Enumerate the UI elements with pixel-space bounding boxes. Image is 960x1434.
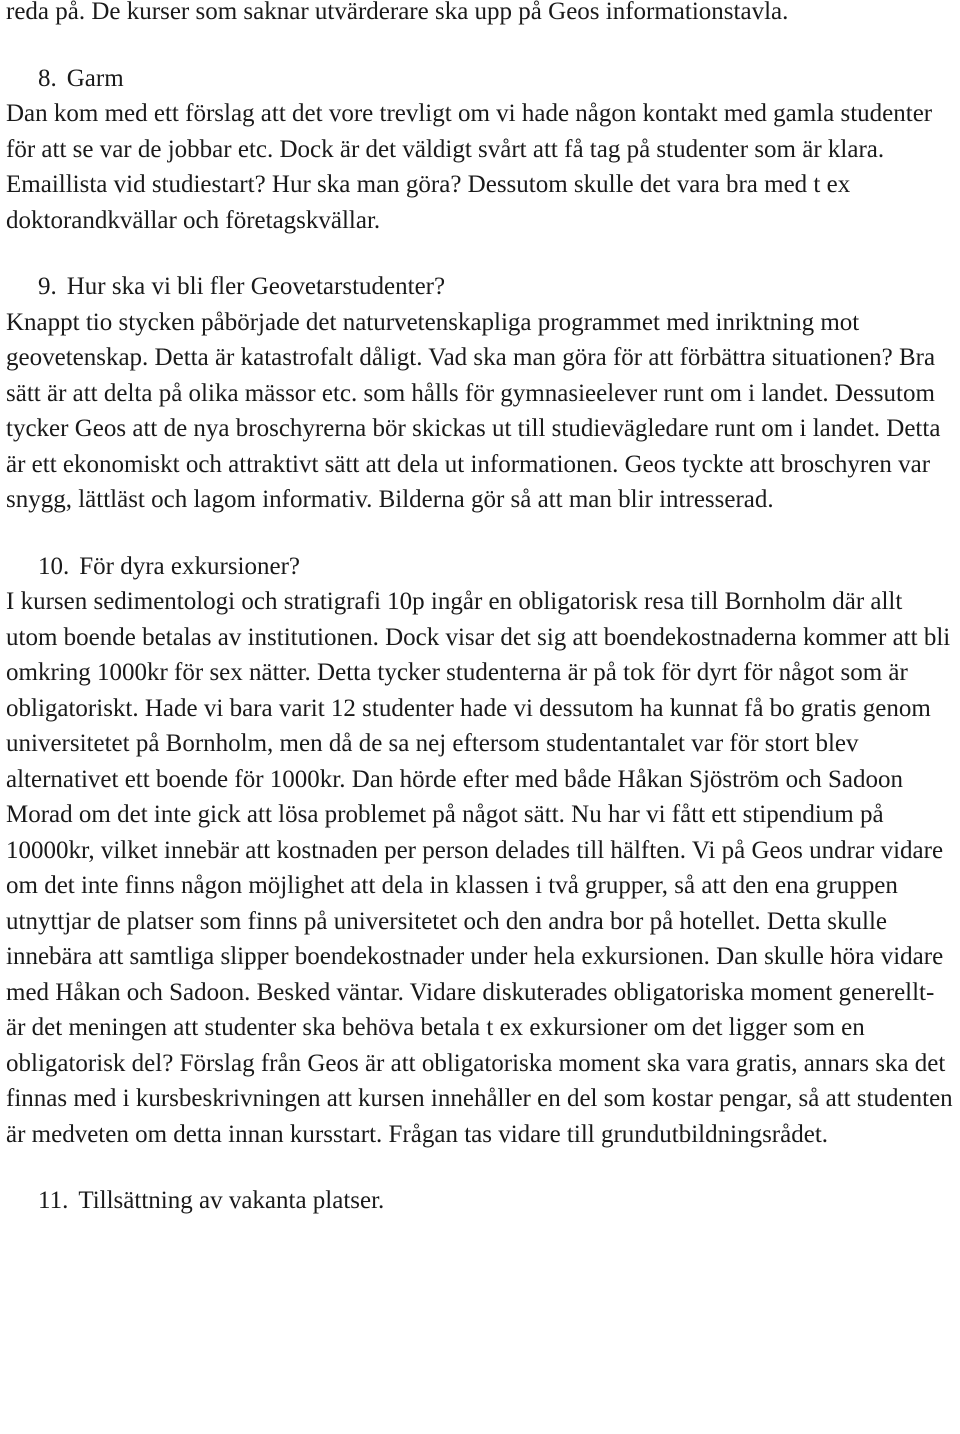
- section-number: 11.: [38, 1187, 69, 1214]
- section-heading-10: [6, 549, 956, 585]
- section-heading-9: [6, 269, 956, 305]
- document-page: [6, 0, 956, 1219]
- section-title: Garm: [66, 64, 124, 92]
- section-heading-8: [6, 61, 956, 97]
- section-number: 9.: [38, 273, 57, 300]
- section-number: 10.: [38, 552, 70, 580]
- spacer: [6, 30, 956, 61]
- section-heading-11: [6, 1183, 956, 1219]
- section-title: Tillsättning av vakanta platser.: [78, 1187, 385, 1214]
- spacer: [6, 238, 956, 269]
- intro-paragraph: reda på. De kurser som saknar utvärderare ska upp på Geos informationstavla.: [6, 0, 789, 25]
- spacer: [6, 1152, 956, 1183]
- section-title: För dyra exkursioner?: [79, 552, 301, 580]
- section-number: 8.: [38, 64, 57, 92]
- section-title: Hur ska vi bli fler Geovetarstudenter?: [66, 273, 446, 300]
- spacer: [6, 518, 956, 549]
- section-body-9: Knappt tio stycken påbörjade det naturvetenskapliga programmet med inriktning mot geovetenskap. Detta är katastrofalt dåligt. Vad ska man göra för att förbättra situationen? Bra sätt är att delta på olika mässor etc. som hålls för gymnasieelever runt om i landet. Dessutom tycker Geos att de nya broschyrerna bör skickas ut till studievägledare runt om i landet. Detta är ett ekonomiskt och attraktivt sätt att dela ut informationen. Geos tyckte att broschyren var snygg, lättläst och lagom informativ. Bilderna gör så att man blir intresserad.: [6, 308, 941, 513]
- section-body-8: Dan kom med ett förslag att det vore trevligt om vi hade någon kontakt med gamla studenter för att se var de jobbar etc. Dock är det väldigt svårt att få tag på studenter som är klara. Emaillista vid studiestart? Hur ska man göra? Dessutom skulle det vara bra med t ex doktorandkvällar och företagskvällar.: [6, 100, 933, 234]
- section-body-10: I kursen sedimentologi och stratigrafi 10p ingår en obligatorisk resa till Bornholm där allt utom boende betalas av institutionen. Dock visar det sig att boendekostnaderna kommer att bli omkring 1000kr för sex nätter. Detta tycker studenterna är på tok för dyrt för något som är obligatoriskt. Hade vi bara varit 12 studenter hade vi dessutom ha kunnat få bo gratis genom universitetet på Bornholm, men då de sa nej eftersom studentantalet var för stort blev alternativet ett boende för 1000kr. Dan hörde efter med både Håkan Sjöström och Sadoon Morad om det inte gick att lösa problemet på något sätt. Nu har vi fått ett stipendium på 10000kr, vilket innebär att kostnaden per person delades till hälften. Vi på Geos undrar vidare om det inte finns någon möjlighet att dela in klassen i två grupper, så att den ena gruppen utnyttjar de platser som finns på universitetet och den andra bor på hotellet. Detta skulle innebära att samtliga slipper boendekostnader under hela exkursionen. Dan skulle höra vidare med Håkan och Sadoon. Besked väntar. Vidare diskuterades obligatoriska moment generellt- är det meningen att studenter ska behöva betala t ex exkursioner om det ligger som en obligatorisk del? Förslag från Geos är att obligatoriska moment ska vara gratis, annars ska det finnas med i kursbeskrivningen att kursen innehåller en del som kostar pengar, så att studenten är medveten om detta innan kursstart. Frågan tas vidare till grundutbildningsrådet.: [6, 588, 953, 1148]
